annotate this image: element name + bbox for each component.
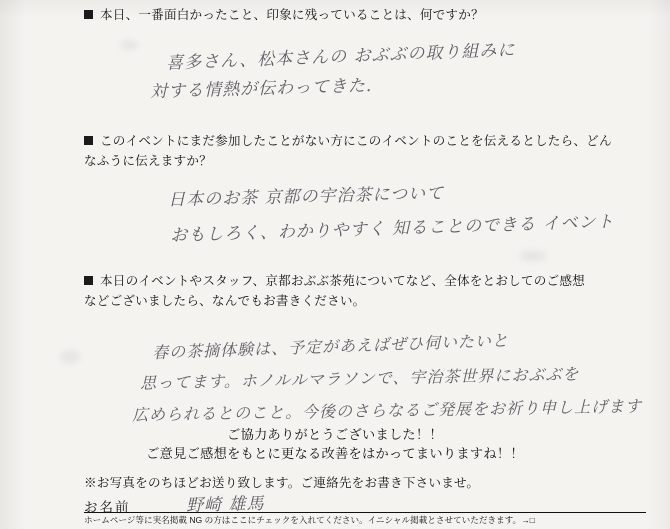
question-2-label-line1: このイベントにまだ参加したことがない方にこのイベントのことを伝えるとしたら、どん [100, 134, 612, 148]
thanks-line-1: ご協力ありがとうございました！！ [227, 427, 443, 442]
scan-smudge [60, 350, 80, 364]
footer-note [84, 512, 646, 526]
answer-3-line-3: 広められるとのこと。今後のさらなるご発展をお祈り申し上げます [131, 396, 643, 425]
square-bullet-icon [84, 10, 93, 19]
square-bullet-icon [84, 136, 93, 145]
answer-2-line-2: おもしろく、わかりやすく 知ることのできる イベント [169, 212, 615, 246]
answer-2-line-1: 日本のお茶 京都の宇治茶について [167, 183, 445, 211]
scan-smudge [520, 250, 546, 262]
name-value-handwritten: 野崎 雄馬 [185, 493, 265, 517]
footer-text: ホームページ等に実名掲載 NG の方はここにチェックを入れてください。イニシャル掲載とさせていただきます。→ [84, 515, 530, 525]
question-1-label: 本日、一番面白かったこと、印象に残っていることは、何ですか？ [100, 8, 484, 22]
answer-1-line-1: 喜多さん、松本さんの おぶぶの取り組みに [165, 40, 516, 74]
scan-smudge [120, 40, 138, 50]
name-label: お名前 [84, 500, 131, 515]
answer-3-line-2: 思ってます。ホノルルマラソンで、宇治茶世界におぶぶを [139, 364, 580, 393]
answer-1-line-2: 対する情熱が伝わってきた. [149, 75, 373, 103]
question-2-text [84, 132, 642, 171]
question-3-label-line1: 本日のイベントやスタッフ、京都おぶぶ茶苑についてなど、全体をとおしてのご感想 [100, 274, 585, 288]
thanks-line-2: ご意見ご感想をもとに更なる改善をはかってまいりますね！！ [146, 446, 524, 461]
question-3-text [84, 272, 642, 311]
photo-note: ※お写真をのちほどお送り致します。ご連絡先をお書き下さいませ。 [84, 476, 480, 490]
answer-3-line-1: 春の茶摘体験は、予定があえばぜひ伺いたいと [151, 330, 510, 363]
question-1 [84, 6, 642, 26]
checkbox-icon[interactable]: □ [529, 515, 534, 525]
question-3-label-line2: などございましたら、なんでもお書きください。 [84, 293, 366, 308]
question-1-text [84, 6, 642, 26]
question-3 [84, 272, 642, 311]
question-2-label-line2: なふうに伝えますか？ [84, 153, 212, 168]
question-2 [84, 132, 642, 171]
square-bullet-icon [84, 276, 93, 285]
